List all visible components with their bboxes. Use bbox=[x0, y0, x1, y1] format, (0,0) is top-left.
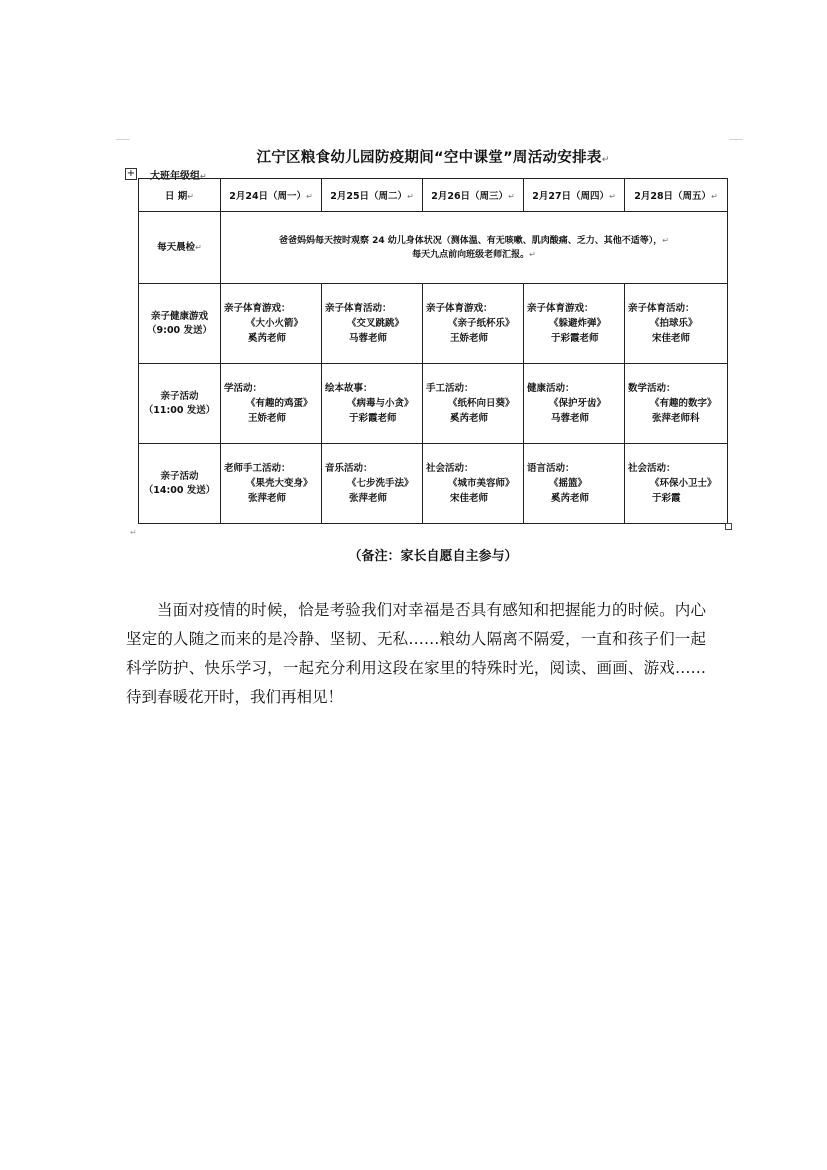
activity-row-0900 bbox=[139, 284, 728, 364]
activity-cell: 亲子体育游戏： 《亲子纸杯乐》 王娇老师 bbox=[423, 284, 524, 364]
activity-cell: 手工活动： 《纸杯向日葵》 奚芮老师 bbox=[423, 364, 524, 444]
day-header-cell: 2月25日（周二）↵ bbox=[322, 179, 423, 212]
day-header-cell: 2月24日（周一）↵ bbox=[221, 179, 322, 212]
activity-cell: 社会活动： 《城市美容师》 宋佳老师 bbox=[423, 444, 524, 524]
activity-cell: 绘本故事： 《病毒与小贪》 于彩霞老师 bbox=[322, 364, 423, 444]
activity-cell: 音乐活动： 《七步洗手法》 张萍老师 bbox=[322, 444, 423, 524]
activity-row-1100 bbox=[139, 364, 728, 444]
activity-cell: 老师手工活动： 《果壳大变身》 张萍老师 bbox=[221, 444, 322, 524]
table-resize-handle-icon[interactable] bbox=[725, 523, 732, 530]
activity-cell: 语言活动： 《摇篮》 奚芮老师 bbox=[524, 444, 625, 524]
table-move-handle-icon[interactable]: + bbox=[126, 168, 136, 179]
morning-check-content: 爸爸妈妈每天按时观察 24 幼儿身体状况（测体温、有无咳嗽、肌肉酸痛、乏力、其他不适等），↵ 每天九点前向班级老师汇报。↵ bbox=[221, 212, 728, 284]
remark-note: （备注：家长自愿自主参与） bbox=[348, 549, 518, 564]
activity-cell: 亲子体育活动： 《交叉跳跳》 马蓉老师 bbox=[322, 284, 423, 364]
day-header-cell: 2月27日（周四）↵ bbox=[524, 179, 625, 212]
activity-row-1400 bbox=[139, 444, 728, 524]
page-corner-mark-right bbox=[729, 139, 743, 140]
morning-check-label: 每天晨检↵ bbox=[139, 212, 221, 284]
activity-cell: 亲子体育游戏： 《大小火箭》 奚芮老师 bbox=[221, 284, 322, 364]
day-header-cell: 2月28日（周五）↵ bbox=[625, 179, 728, 212]
grade-label: 大班年级组↵ bbox=[150, 171, 207, 182]
table-header-row bbox=[139, 179, 728, 212]
row-label: 亲子活动 （14:00 发送） bbox=[139, 444, 221, 524]
paragraph-marker: ↵ bbox=[130, 528, 137, 537]
day-header-cell: 2月26日（周三）↵ bbox=[423, 179, 524, 212]
page-corner-mark-left bbox=[116, 139, 130, 140]
date-header-cell: 日 期↵ bbox=[139, 179, 221, 212]
activity-cell: 亲子体育游戏： 《躲避炸弹》 于彩霞老师 bbox=[524, 284, 625, 364]
document-title: 江宁区粮食幼儿园防疫期间“空中课堂”周活动安排表↵ bbox=[256, 150, 610, 166]
activity-cell: 学活动： 《有趣的鸡蛋》 王娇老师 bbox=[221, 364, 322, 444]
schedule-table bbox=[138, 178, 728, 524]
row-label: 亲子健康游戏 （9:00 发送） bbox=[139, 284, 221, 364]
row-label: 亲子活动 （11:00 发送） bbox=[139, 364, 221, 444]
activity-cell: 社会活动： 《环保小卫士》 于彩霞 bbox=[625, 444, 728, 524]
closing-paragraph: 当面对疫情的时候，恰是考验我们对幸福是否具有感知和把握能力的时候。内心坚定的人随之而来的是冷静、坚韧、无私……粮幼人隔离不隔爱，一直和孩子们一起科学防护、快乐学习，一起充分利用这段在家里的特殊时光，阅读、画画、游戏……待到春暖花开时，我们再相见！ bbox=[126, 601, 706, 706]
morning-check-row bbox=[139, 212, 728, 284]
activity-cell: 亲子体育活动： 《拍球乐》 宋佳老师 bbox=[625, 284, 728, 364]
activity-cell: 数学活动： 《有趣的数字》 张萍老师科 bbox=[625, 364, 728, 444]
activity-cell: 健康活动： 《保护牙齿》 马蓉老师 bbox=[524, 364, 625, 444]
